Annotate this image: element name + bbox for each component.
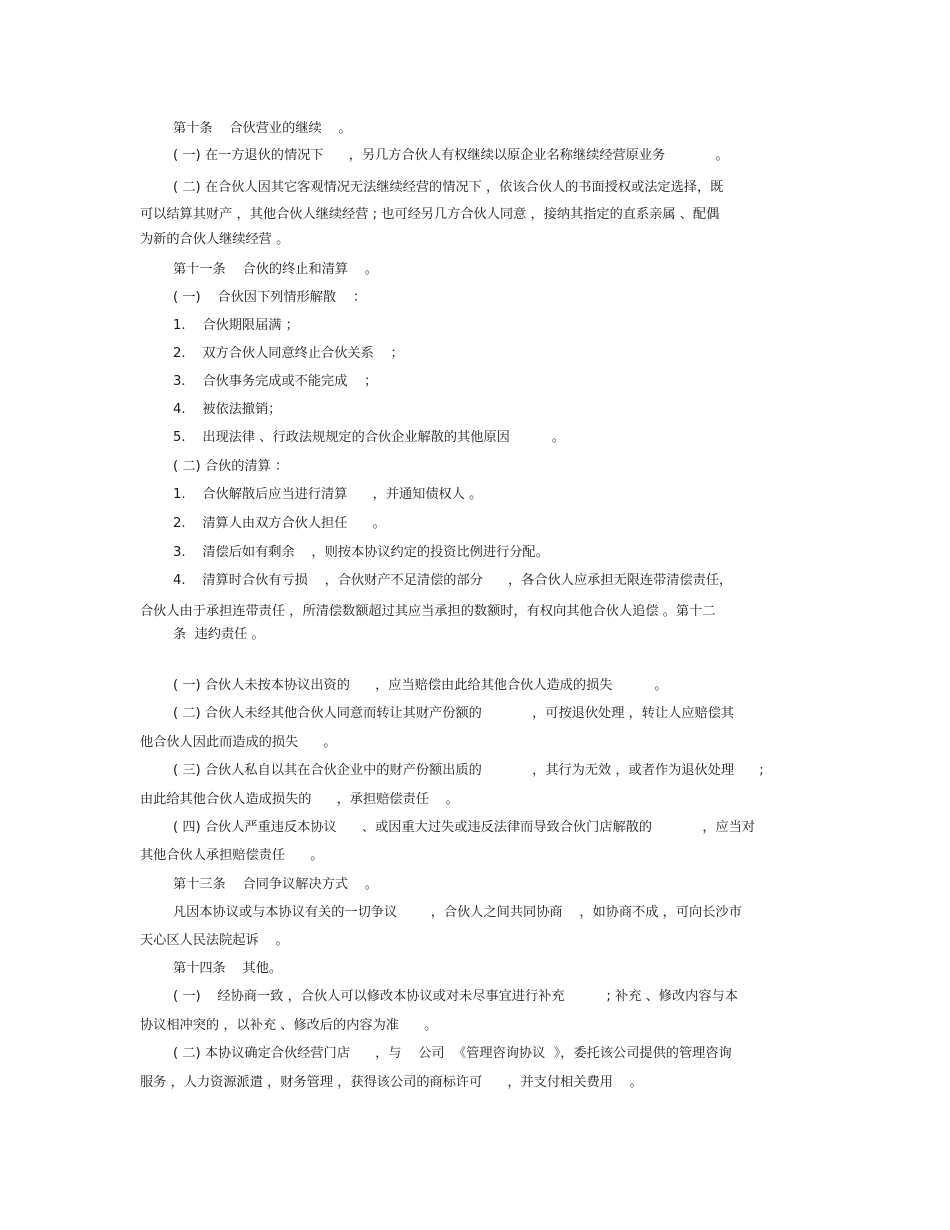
dissolution-item-5: 5. 出现法律 、行政法规规定的合伙企业解散的其他原因 。 — [173, 430, 565, 445]
article-10-clause-1: ( 一) 在一方退伙的情况下 ，另几方合伙人有权继续以原企业名称继续经营原业务 。 — [173, 148, 729, 163]
article-10-heading: 第十条 合伙营业的继续 。 — [173, 121, 352, 136]
liquidation-item-1: 1. 合伙解散后应当进行清算 ，并通知债权人 。 — [173, 487, 483, 502]
liquidation-item-4-line-1: 4. 清算时合伙有亏损 ，合伙财产不足清偿的部分 ，各合伙人应承担无限连带清偿责任， — [173, 573, 733, 588]
article-12-clause-1: ( 一) 合伙人未按本协议出资的 ，应当赔偿由此给其他合伙人造成的损失 。 — [173, 678, 668, 693]
article-14-clause-1-line-2: 协议相冲突的 ，以补充 、修改后的内容为准 。 — [140, 1018, 438, 1033]
article-12-clause-3-line-1: ( 三) 合伙人私自以其在合伙企业中的财产份额出质的 ，其行为无效 ，或者作为退伙处理 ; — [173, 763, 764, 778]
article-14-clause-1-line-1: ( 一) 经协商一致 ，合伙人可以修改本协议或对未尽事宜进行补充 ; 补充 、修改内容与本 — [173, 989, 738, 1004]
article-12-clause-3-line-2: 由此给其他合伙人造成损失的 ，承担赔偿责任 。 — [140, 792, 459, 807]
article-14-clause-2-line-1: ( 二) 本协议确定合伙经营门店 ，与 公司 《管理咨询协议 》，委托该公司提供的管理咨询 — [173, 1046, 732, 1061]
article-10-clause-2-line-2: 可以结算其财产 ，其他合伙人继续经营 ; 也可经另几方合伙人同意 ，接纳其指定的直系亲属 、配偶 — [140, 207, 720, 222]
article-11-clause-2: ( 二) 合伙的清算 ： — [173, 459, 289, 474]
article-10-clause-2-line-1: ( 二) 在合伙人因其它客观情况无法继续经营的情况下 ，依该合伙人的书面授权或法定选择，既 — [173, 180, 724, 195]
article-12-clause-4-line-2: 其他合伙人承担赔偿责任 。 — [140, 848, 324, 863]
article-11-heading: 第十一条 合伙的终止和清算 。 — [173, 262, 378, 277]
article-14-clause-2-line-2: 服务 ，人力资源派遣 ，财务管理 ，获得该公司的商标许可 ，并支付相关费用 。 — [140, 1075, 643, 1090]
article-14-heading: 第十四条 其他。 — [173, 961, 283, 976]
liquidation-item-3: 3. 清偿后如有剩余 ，则按本协议约定的投资比例进行分配。 — [173, 545, 549, 560]
article-10-clause-2-line-3: 为新的合伙人继续经营 。 — [140, 232, 290, 247]
article-13-body-line-1: 凡因本协议或与本协议有关的一切争议 ，合伙人之间共同协商 ，如协商不成 ，可向长沙市 — [173, 905, 742, 920]
dissolution-item-4: 4. 被依法撤销； — [173, 402, 282, 417]
article-13-body-line-2: 天心区人民法院起诉 。 — [140, 933, 289, 948]
article-13-heading: 第十三条 合同争议解决方式 。 — [173, 877, 378, 892]
article-12-clause-2-line-2: 他合伙人因此而造成的损失 。 — [140, 735, 337, 750]
article-11-clause-1: ( 一) 合伙因下列情形解散 ： — [173, 290, 367, 305]
article-12-clause-2-line-1: ( 二) 合伙人未经其他合伙人同意而转让其财产份额的 ，可按退伙处理 ，转让人应赔偿其 — [173, 706, 735, 721]
liquidation-item-4-line-2: 合伙人由于承担连带责任 ，所清偿数额超过其应当承担的数额时，有权向其他合伙人追偿 。第十二 — [140, 604, 716, 619]
dissolution-item-2: 2. 双方合伙人同意终止合伙关系 ； — [173, 346, 404, 361]
dissolution-item-3: 3. 合伙事务完成或不能完成 ； — [173, 374, 378, 389]
article-12-heading: 条 违约责任 。 — [173, 627, 265, 642]
dissolution-item-1: 1. 合伙期限届满 ； — [173, 318, 299, 333]
article-12-clause-4-line-1: ( 四) 合伙人严重违反本协议 、或因重大过失或违反法律而导致合伙门店解散的 ，应当对 — [173, 820, 756, 835]
liquidation-item-2: 2. 清算人由双方合伙人担任 。 — [173, 516, 386, 531]
